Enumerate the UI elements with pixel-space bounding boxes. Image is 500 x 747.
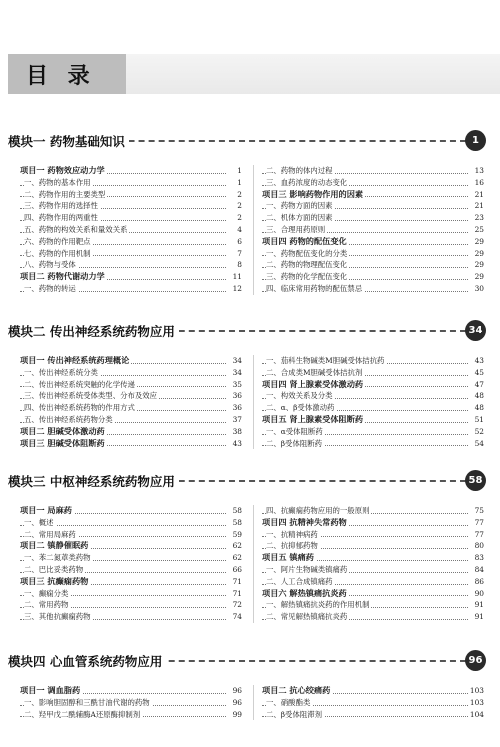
entry-page-number: 21	[474, 201, 484, 211]
entry-title: 四、传出神经系统药物的作用方式	[24, 403, 135, 413]
entry-title: 二、β受体阻断药	[266, 438, 323, 448]
entry-page-number: 7	[237, 248, 242, 258]
toc-section-entry[interactable]	[262, 177, 484, 189]
toc-column-right	[262, 165, 484, 295]
entry-title: 二、药物的物理配伍变化	[266, 260, 348, 270]
entry-title: 项目六 解热镇痛抗炎药	[262, 587, 347, 598]
toc-column-left	[20, 685, 242, 720]
toc-section-entry[interactable]	[262, 367, 484, 379]
entry-page-number: 34	[232, 367, 242, 377]
toc-section-entry[interactable]	[20, 248, 242, 260]
entry-title: 六、药物的作用靶点	[24, 236, 91, 246]
entry-page-number: 91	[474, 612, 484, 622]
module-header[interactable]	[8, 130, 486, 152]
entry-page-number: 1	[237, 166, 242, 175]
toc-project-entry[interactable]	[20, 576, 242, 588]
entry-title: 项目五 肾上腺素受体阻断药	[262, 413, 364, 424]
toc-section-entry[interactable]	[262, 271, 484, 283]
entry-title: 四、药物作用的两重性	[24, 213, 98, 223]
entry-page-number: 2	[237, 189, 242, 199]
toc-section-entry[interactable]	[20, 414, 242, 426]
toc-column-right	[262, 355, 484, 449]
entry-title: 项目五 镇痛药	[262, 552, 314, 563]
module-title: 模块一 药物基础知识	[8, 132, 129, 150]
entry-title: 项目三 胆碱受体阻断药	[20, 437, 105, 448]
entry-page-number: 59	[232, 529, 242, 539]
entry-title: 项目一 药物效应动力学	[20, 165, 105, 175]
toc-section-entry[interactable]	[20, 283, 242, 295]
entry-title: 五、药物的构效关系和量效关系	[24, 224, 128, 234]
entry-title: 项目二 抗心绞痛药	[262, 685, 331, 695]
entry-title: 二、常用药物	[24, 600, 69, 610]
entry-page-number: 77	[474, 517, 484, 527]
module-title: 模块三 中枢神经系统药物应用	[8, 472, 179, 490]
toc-section-entry[interactable]	[262, 564, 484, 576]
entry-title: 二、巴比妥类药物	[24, 564, 84, 574]
entry-page-number: 21	[474, 189, 484, 199]
entry-title: 二、常用局麻药	[24, 529, 76, 539]
entry-page-number: 43	[232, 438, 242, 448]
entry-page-number: 96	[232, 686, 242, 695]
entry-title: 一、阿片生物碱类镇痛药	[266, 564, 348, 574]
entry-page-number: 34	[232, 356, 242, 365]
entry-page-number: 86	[474, 576, 484, 586]
entry-title: 二、α、β受体激动药	[266, 403, 335, 413]
entry-title: 一、概述	[24, 517, 54, 527]
module-header[interactable]	[8, 320, 486, 342]
entry-page-number: 54	[474, 438, 484, 448]
entry-title: 一、药物的基本作用	[24, 177, 91, 187]
entry-page-number: 75	[474, 506, 484, 515]
entry-page-number: 66	[232, 564, 242, 574]
entry-title: 二、抗抑郁药物	[266, 541, 318, 551]
entry-page-number: 43	[474, 356, 484, 365]
toc-section-entry[interactable]	[262, 697, 484, 709]
entry-title: 一、苯二氮䓬类药物	[24, 553, 91, 563]
entry-page-number: 23	[474, 213, 484, 223]
entry-title: 一、构效关系及分类	[266, 391, 333, 401]
toc-section-entry[interactable]	[20, 402, 242, 414]
entry-page-number: 71	[232, 588, 242, 598]
toc-column-left	[20, 165, 242, 295]
toc-section-entry[interactable]	[20, 236, 242, 248]
module-title: 模块二 传出神经系统药物应用	[8, 322, 179, 340]
entry-page-number: 29	[474, 260, 484, 270]
entry-title: 二、常见解热镇痛抗炎药	[266, 612, 348, 622]
toc-project-entry[interactable]	[20, 165, 242, 177]
toc-section-entry[interactable]	[262, 248, 484, 260]
entry-title: 四、临床常用药物的配伍禁忌	[266, 283, 363, 293]
entry-page-number: 8	[237, 260, 242, 270]
entry-title: 项目四 抗精神失常药物	[262, 516, 347, 527]
entry-page-number: 83	[474, 553, 484, 563]
toc-section-entry[interactable]	[20, 259, 242, 271]
module-page-badge: 96	[465, 650, 486, 671]
toc-section-entry[interactable]	[262, 355, 484, 367]
entry-title: 项目二 镇静催眠药	[20, 540, 89, 551]
entry-page-number: 58	[232, 517, 242, 527]
toc-project-entry[interactable]	[20, 271, 242, 283]
entry-title: 一、影响胆固醇和三酰甘油代谢的药物	[24, 697, 150, 707]
entry-title: 七、药物的作用机制	[24, 248, 91, 258]
entry-page-number: 80	[474, 541, 484, 551]
entry-page-number: 96	[232, 697, 242, 707]
entry-title: 二、合成类M胆碱受体拮抗剂	[266, 367, 363, 377]
entry-page-number: 72	[232, 600, 242, 610]
toc-section-entry[interactable]	[262, 165, 484, 177]
entry-page-number: 13	[474, 166, 484, 175]
toc-section-entry[interactable]	[262, 283, 484, 295]
module-page-badge: 1	[465, 130, 486, 151]
column-divider	[253, 685, 254, 720]
entry-page-number: 48	[474, 403, 484, 413]
toc-section-entry[interactable]	[20, 588, 242, 600]
entry-page-number: 71	[232, 576, 242, 586]
toc-section-entry[interactable]	[20, 189, 242, 201]
entry-title: 一、抗精神病药	[266, 529, 318, 539]
entry-title: 三、其他抗癫痫药物	[24, 612, 91, 622]
toc-project-entry[interactable]	[262, 517, 484, 529]
entry-title: 二、药物的体内过程	[266, 166, 333, 175]
toc-section-entry[interactable]	[20, 224, 242, 236]
entry-title: 项目二 胆碱受体激动药	[20, 425, 105, 436]
entry-title: 三、合理用药原则	[266, 224, 326, 234]
toc-project-entry[interactable]	[262, 685, 484, 697]
module-title: 模块四 心血管系统药物应用	[8, 652, 166, 670]
toc-project-entry[interactable]	[20, 355, 242, 367]
toc-column-left	[20, 505, 242, 623]
toc-section-entry[interactable]	[262, 390, 484, 402]
toc-column-left	[20, 355, 242, 449]
entry-title: 四、抗癫痫药物应用的一般原则	[266, 506, 370, 515]
entry-page-number: 45	[474, 367, 484, 377]
toc-section-entry[interactable]	[20, 212, 242, 224]
entry-page-number: 62	[232, 541, 242, 551]
column-divider	[253, 165, 254, 295]
entry-title: 三、药物的化学配伍变化	[266, 272, 348, 282]
entry-title: 五、传出神经系统药物分类	[24, 414, 113, 424]
entry-page-number: 37	[232, 414, 242, 424]
entry-page-number: 2	[237, 201, 242, 211]
entry-page-number: 2	[237, 213, 242, 223]
entry-page-number: 91	[474, 600, 484, 610]
toc-section-entry[interactable]	[20, 200, 242, 212]
entry-title: 三、传出神经系统受体类型、分布及效应	[24, 391, 158, 401]
entry-page-number: 38	[232, 426, 242, 436]
toc-section-entry[interactable]	[20, 379, 242, 391]
entry-title: 三、血药浓度的动态变化	[266, 177, 348, 187]
entry-page-number: 84	[474, 564, 484, 574]
entry-page-number: 47	[474, 379, 484, 389]
entry-title: 项目一 局麻药	[20, 505, 72, 515]
toc-section-entry[interactable]	[20, 697, 242, 709]
toc-project-entry[interactable]	[20, 438, 242, 450]
entry-title: 一、药物方面的因素	[266, 201, 333, 211]
entry-page-number: 30	[474, 283, 484, 293]
entry-page-number: 51	[474, 414, 484, 424]
entry-page-number: 77	[474, 529, 484, 539]
entry-page-number: 29	[474, 272, 484, 282]
toc-column-right	[262, 685, 484, 720]
toc-section-entry[interactable]	[20, 564, 242, 576]
entry-title: 八、药物与受体	[24, 260, 76, 270]
entry-page-number: 36	[232, 391, 242, 401]
toc-section-entry[interactable]	[262, 611, 484, 623]
entry-title: 项目一 传出神经系统药理概论	[20, 355, 130, 365]
title-banner	[126, 54, 500, 94]
entry-title: 二、人工合成镇痛药	[266, 576, 333, 586]
module-header[interactable]	[8, 470, 486, 492]
entry-title: 一、解热镇痛抗炎药的作用机制	[266, 600, 370, 610]
entry-page-number: 48	[474, 391, 484, 401]
entry-title: 一、茄科生物碱类M胆碱受体拮抗药	[266, 356, 385, 365]
toc-section-entry[interactable]	[20, 552, 242, 564]
toc-section-entry[interactable]	[20, 709, 242, 721]
entry-title: 项目二 药物代谢动力学	[20, 271, 105, 282]
entry-page-number: 103	[469, 697, 484, 707]
entry-page-number: 16	[474, 177, 484, 187]
toc-project-entry[interactable]	[262, 552, 484, 564]
toc-section-entry[interactable]	[20, 517, 242, 529]
toc-section-entry[interactable]	[262, 224, 484, 236]
entry-title: 二、传出神经系统突触的化学传递	[24, 379, 135, 389]
entry-page-number: 35	[232, 379, 242, 389]
entry-title: 二、药物作用的主要类型	[24, 189, 106, 199]
module-page-badge: 34	[465, 320, 486, 341]
entry-page-number: 103	[469, 686, 484, 695]
entry-title: 一、α受体阻断药	[266, 426, 323, 436]
entry-page-number: 36	[232, 403, 242, 413]
entry-page-number: 58	[232, 506, 242, 515]
toc-project-entry[interactable]	[262, 414, 484, 426]
toc-project-entry[interactable]	[20, 426, 242, 438]
toc-section-entry[interactable]	[262, 402, 484, 414]
toc-section-entry[interactable]	[20, 611, 242, 623]
entry-page-number: 62	[232, 553, 242, 563]
entry-page-number: 104	[469, 709, 484, 719]
entry-title: 三、药物作用的选择性	[24, 201, 98, 211]
entry-page-number: 52	[474, 426, 484, 436]
entry-title: 一、传出神经系统分类	[24, 367, 98, 377]
module-page-badge: 58	[465, 470, 486, 491]
module-header[interactable]	[8, 650, 486, 672]
toc-project-entry[interactable]	[20, 685, 242, 697]
toc-section-entry[interactable]	[262, 259, 484, 271]
toc-section-entry[interactable]	[262, 426, 484, 438]
toc-section-entry[interactable]	[262, 212, 484, 224]
toc-section-entry[interactable]	[262, 599, 484, 611]
page-title: 目 录	[26, 63, 96, 89]
entry-title: 二、机体方面的因素	[266, 213, 333, 223]
toc-section-entry[interactable]	[262, 709, 484, 721]
entry-page-number: 29	[474, 248, 484, 258]
toc-section-entry[interactable]	[262, 540, 484, 552]
toc-section-entry[interactable]	[262, 200, 484, 212]
entry-page-number: 99	[232, 709, 242, 719]
entry-title: 项目一 调血脂药	[20, 685, 81, 695]
toc-section-entry[interactable]	[262, 529, 484, 541]
toc-column-right	[262, 505, 484, 623]
toc-section-entry[interactable]	[20, 390, 242, 402]
entry-title: 一、癫痫分类	[24, 588, 69, 598]
toc-section-entry[interactable]	[262, 438, 484, 450]
toc-project-entry[interactable]	[20, 505, 242, 517]
column-divider	[253, 505, 254, 623]
entry-title: 一、药物的转运	[24, 283, 76, 293]
entry-title: 二、羟甲戊二酰辅酶A还原酶抑制剂	[24, 709, 141, 719]
entry-title: 项目四 药物的配伍变化	[262, 235, 347, 246]
entry-title: 一、药物配伍变化的分类	[266, 248, 348, 258]
toc-section-entry[interactable]	[20, 599, 242, 611]
toc-project-entry[interactable]	[262, 588, 484, 600]
entry-title: 二、β受体阻滞剂	[266, 709, 323, 719]
toc-project-entry[interactable]	[20, 540, 242, 552]
page-title-box	[8, 54, 126, 94]
entry-page-number: 12	[232, 283, 242, 293]
entry-page-number: 4	[237, 224, 242, 234]
entry-title: 项目三 影响药物作用的因素	[262, 188, 364, 199]
entry-title: 项目三 抗癫痫药物	[20, 575, 89, 586]
toc-project-entry[interactable]	[262, 379, 484, 391]
entry-page-number: 11	[232, 272, 242, 282]
toc-project-entry[interactable]	[262, 189, 484, 201]
toc-section-entry[interactable]	[20, 177, 242, 189]
entry-title: 一、硝酸酯类	[266, 697, 311, 707]
column-divider	[253, 355, 254, 449]
entry-page-number: 6	[237, 236, 242, 246]
toc-section-entry[interactable]	[262, 505, 484, 517]
entry-page-number: 29	[474, 236, 484, 246]
entry-page-number: 74	[232, 612, 242, 622]
toc-section-entry[interactable]	[20, 367, 242, 379]
entry-title: 项目四 肾上腺素受体激动药	[262, 378, 364, 389]
toc-section-entry[interactable]	[20, 529, 242, 541]
entry-page-number: 1	[237, 177, 242, 187]
toc-project-entry[interactable]	[262, 236, 484, 248]
entry-page-number: 25	[474, 224, 484, 234]
toc-section-entry[interactable]	[262, 576, 484, 588]
entry-page-number: 90	[474, 588, 484, 598]
